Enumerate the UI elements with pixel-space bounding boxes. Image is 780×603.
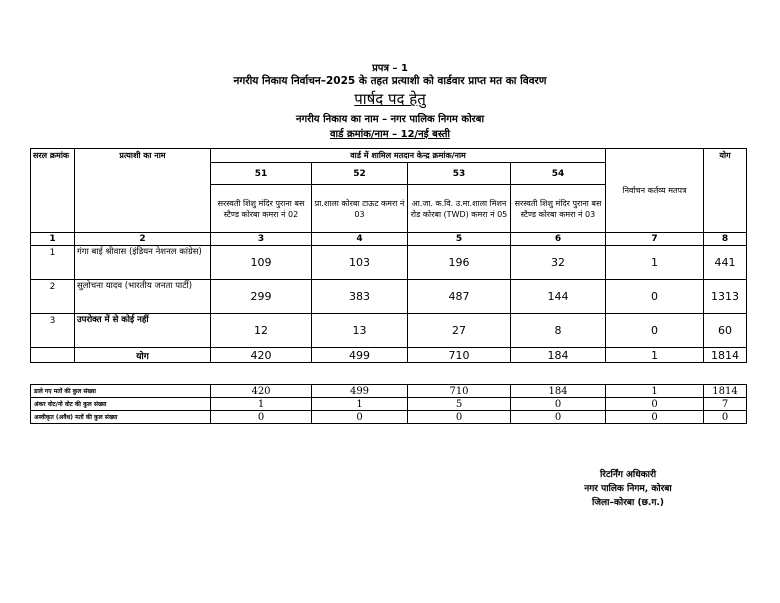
- votes-cell: 12: [211, 314, 312, 348]
- summary-cell: 0: [606, 398, 704, 411]
- votes-cell: 487: [408, 280, 511, 314]
- table-row: [31, 246, 747, 280]
- votes-cell: 299: [211, 280, 312, 314]
- summary-label: अंकर वोट/नो वोट की कुल संख्या: [31, 398, 211, 411]
- summary-cell: 184: [511, 385, 606, 398]
- header-candidate: प्रत्याशी का नाम: [75, 149, 211, 233]
- summary-row: [31, 411, 747, 424]
- column-index: 5: [408, 233, 511, 246]
- table-row: [31, 280, 747, 314]
- grand-total-cell: 1814: [704, 348, 747, 363]
- summary-cell: 0: [704, 411, 747, 424]
- station-name: आ.जा. क.वि. उ.मा.शाला मिशन रोड कोरबा (TWD) कमरा नं 05: [408, 185, 511, 233]
- summary-label: अस्वीकृत (अवैध) मतों की कुल संख्या: [31, 411, 211, 424]
- column-index: 4: [312, 233, 408, 246]
- summary-cell: 0: [511, 411, 606, 424]
- summary-cell: 0: [312, 411, 408, 424]
- votes-cell: 103: [312, 246, 408, 280]
- serial-number: 1: [31, 246, 75, 280]
- form-number: प्रपत्र – 1: [372, 63, 408, 74]
- postal-votes-cell: 0: [606, 314, 704, 348]
- summary-table: [30, 384, 747, 424]
- column-index: 2: [75, 233, 211, 246]
- postal-votes-cell: 1: [606, 246, 704, 280]
- results-table: [30, 148, 747, 363]
- votes-cell: 144: [511, 280, 606, 314]
- post-heading: पार्षद पद हेतु: [354, 90, 426, 108]
- votes-cell: 383: [312, 280, 408, 314]
- summary-row: [31, 398, 747, 411]
- candidate-name: गंगा बाई श्रीवास (इंडियन नेशनल कांग्रेस): [75, 246, 211, 280]
- station-name: प्रा.शाला कोरबा टाऊट कमरा नं 03: [312, 185, 408, 233]
- total-votes-cell: 60: [704, 314, 747, 348]
- total-cell: 710: [408, 348, 511, 363]
- station-name: सरस्वती शिशु मंदिर पुराना बस स्टैण्ड कोरबा कमरा नं 03: [511, 185, 606, 233]
- total-label: योग: [75, 348, 211, 363]
- summary-cell: 0: [511, 398, 606, 411]
- signature-district: जिला–कोरबा (छ.ग.): [592, 498, 664, 508]
- candidate-name: उपरोक्त में से कोई नहीं: [75, 314, 211, 348]
- total-label-spacer: [31, 348, 75, 363]
- ward-name: वार्ड क्रमांक/नाम – 12/नई बस्ती: [329, 129, 451, 140]
- total-cell: 420: [211, 348, 312, 363]
- summary-cell: 0: [211, 411, 312, 424]
- table-row: [31, 314, 747, 348]
- document-title: नगरीय निकाय निर्वाचन–2025 के तहत प्रत्याशी को वार्डवार प्राप्त मत का विवरण: [233, 75, 547, 87]
- station-number: 51: [211, 163, 312, 185]
- candidate-name: सुलोचना यादव (भारतीय जनता पार्टी): [75, 280, 211, 314]
- votes-cell: 196: [408, 246, 511, 280]
- station-number: 54: [511, 163, 606, 185]
- summary-cell: 0: [408, 411, 511, 424]
- summary-cell: 5: [408, 398, 511, 411]
- signature-title: रिटर्निंग अधिकारी: [599, 470, 657, 480]
- summary-cell: 1: [312, 398, 408, 411]
- total-postal-cell: 1: [606, 348, 704, 363]
- station-name: सरस्वती शिशु मंदिर पुराना बस स्टैण्ड कोरबा कमरा नं 02: [211, 185, 312, 233]
- votes-cell: 8: [511, 314, 606, 348]
- votes-cell: 27: [408, 314, 511, 348]
- serial-number: 2: [31, 280, 75, 314]
- summary-row: [31, 385, 747, 398]
- station-number: 53: [408, 163, 511, 185]
- column-index: 7: [606, 233, 704, 246]
- summary-cell: 1: [606, 385, 704, 398]
- summary-cell: 499: [312, 385, 408, 398]
- summary-cell: 1: [211, 398, 312, 411]
- total-votes-cell: 441: [704, 246, 747, 280]
- column-index: 8: [704, 233, 747, 246]
- summary-cell: 1814: [704, 385, 747, 398]
- votes-cell: 109: [211, 246, 312, 280]
- header-postal: निर्वाचन कर्तव्य मतपत्र: [606, 149, 704, 233]
- summary-label: डाले गए मतों की कुल संख्या: [31, 385, 211, 398]
- column-index: 1: [31, 233, 75, 246]
- header-stations: वार्ड में शामिल मतदान केन्द्र क्रमांक/नाम: [211, 149, 606, 163]
- urban-body-name: नगरीय निकाय का नाम – नगर पालिक निगम कोरबा: [295, 114, 485, 125]
- summary-cell: 0: [606, 411, 704, 424]
- summary-cell: 420: [211, 385, 312, 398]
- serial-number: 3: [31, 314, 75, 348]
- column-index: 6: [511, 233, 606, 246]
- header-total: योग: [704, 149, 747, 233]
- column-index: 3: [211, 233, 312, 246]
- postal-votes-cell: 0: [606, 280, 704, 314]
- signature-office: नगर पालिक निगम, कोरबा: [584, 484, 672, 494]
- votes-cell: 32: [511, 246, 606, 280]
- header-serial: सरल क्रमांक: [31, 149, 75, 233]
- station-number: 52: [312, 163, 408, 185]
- total-cell: 499: [312, 348, 408, 363]
- summary-cell: 710: [408, 385, 511, 398]
- summary-cell: 7: [704, 398, 747, 411]
- total-cell: 184: [511, 348, 606, 363]
- total-row: [31, 348, 747, 363]
- votes-cell: 13: [312, 314, 408, 348]
- total-votes-cell: 1313: [704, 280, 747, 314]
